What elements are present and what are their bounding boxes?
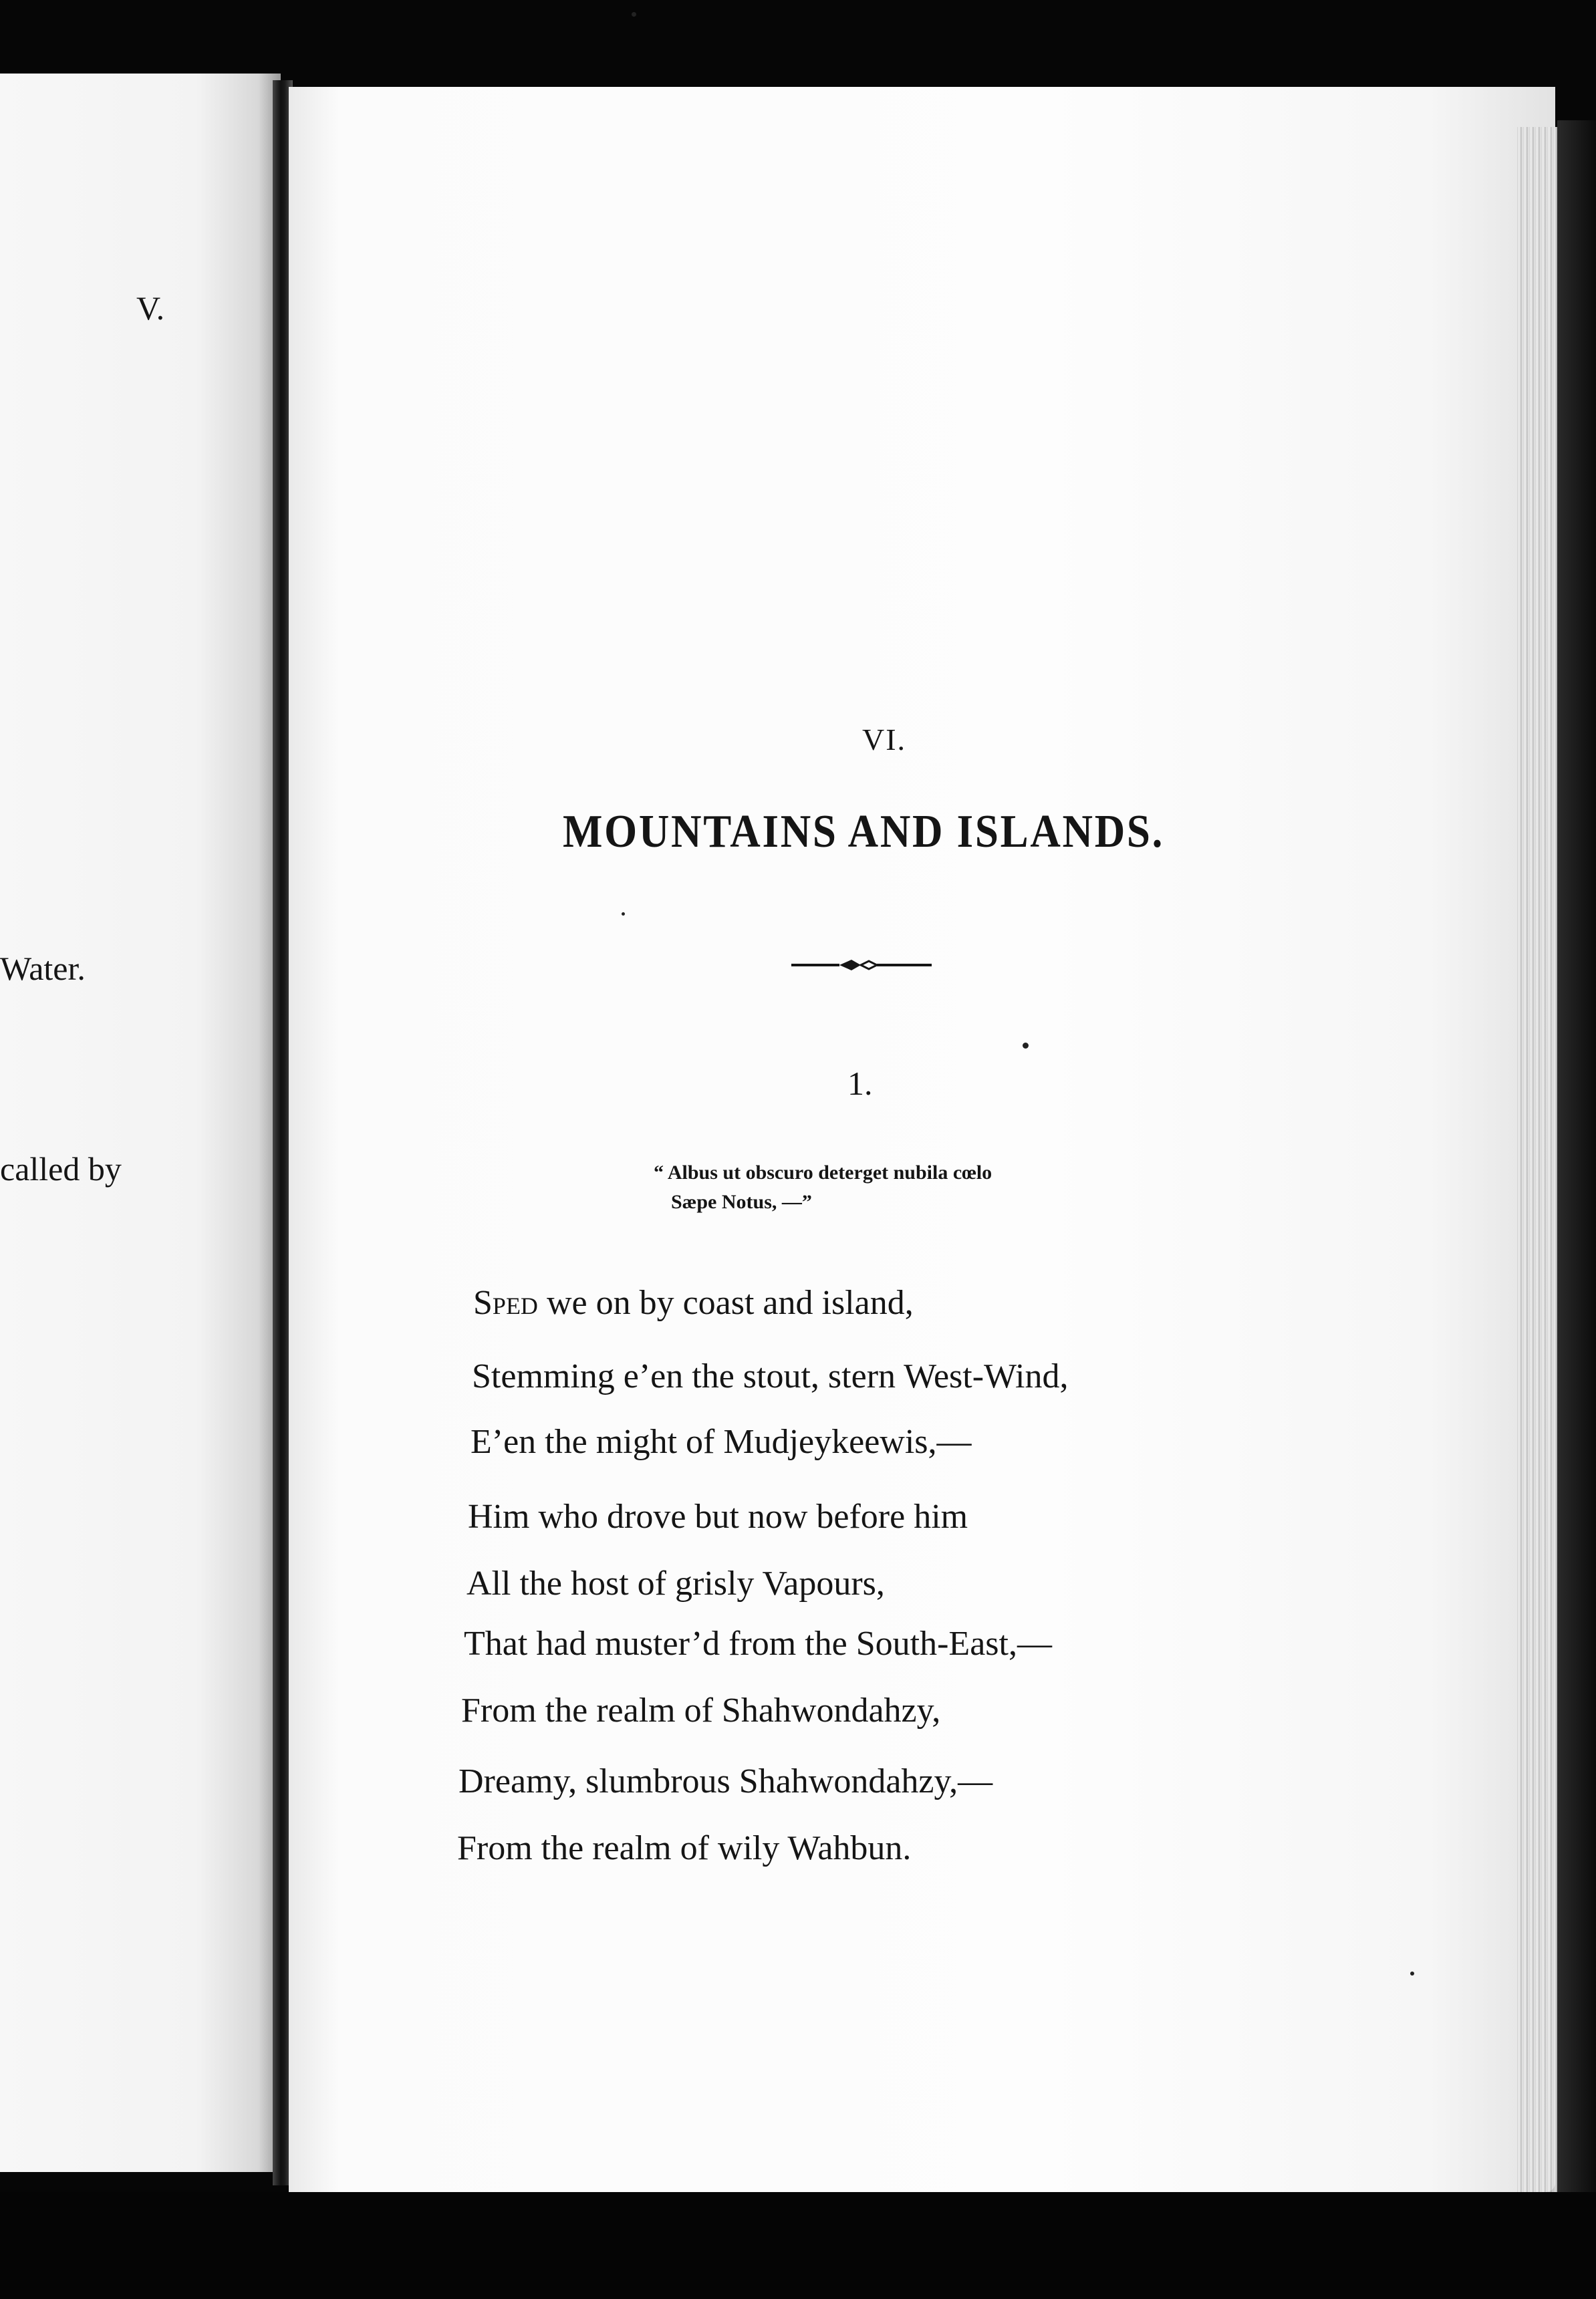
verse-line: Stemming e’en the stout, stern West-Wind, [472,1357,1069,1395]
left-text-fragment: called by [0,1150,122,1188]
scan-speck [1410,1972,1414,1976]
chapter-number: VI. [862,722,907,757]
chapter-title: MOUNTAINS AND ISLANDS. [563,806,1165,857]
title-ornament [791,957,932,973]
verse-line: E’en the might of Mudjeykeewis,— [471,1423,972,1461]
bottom-shadow [0,2192,1596,2299]
section-number: 1. [847,1065,873,1102]
scan-speck [632,12,636,17]
verse-line: From the realm of Shahwondahzy, [461,1692,941,1730]
scan-speck [622,912,625,916]
verse-line: That had muster’d from the South-East,— [464,1625,1052,1663]
right-page [289,87,1555,2192]
epigraph-line: Sæpe Notus, —” [671,1191,812,1213]
verse-line-rest: we on by coast and island, [537,1284,914,1322]
left-section-marker: V. [136,289,165,327]
epigraph-line: “ Albus ut obscuro deterget nubila cœlo [654,1162,992,1184]
cover-edge [1557,120,1596,2225]
verse-line [473,1283,914,1323]
verse-line: All the host of grisly Vapours, [467,1565,885,1603]
verse-line: From the realm of wily Wahbun. [457,1829,912,1867]
verse-line: Him who drove but now before him [468,1498,968,1536]
page-edges [1517,127,1557,2192]
scan-speck [1023,1043,1029,1049]
verse-drop-word: Sped [473,1284,538,1322]
verse-line: Dreamy, slumbrous Shahwondahzy,— [458,1762,993,1800]
left-text-fragment: Water. [0,950,86,987]
left-page [0,74,281,2172]
